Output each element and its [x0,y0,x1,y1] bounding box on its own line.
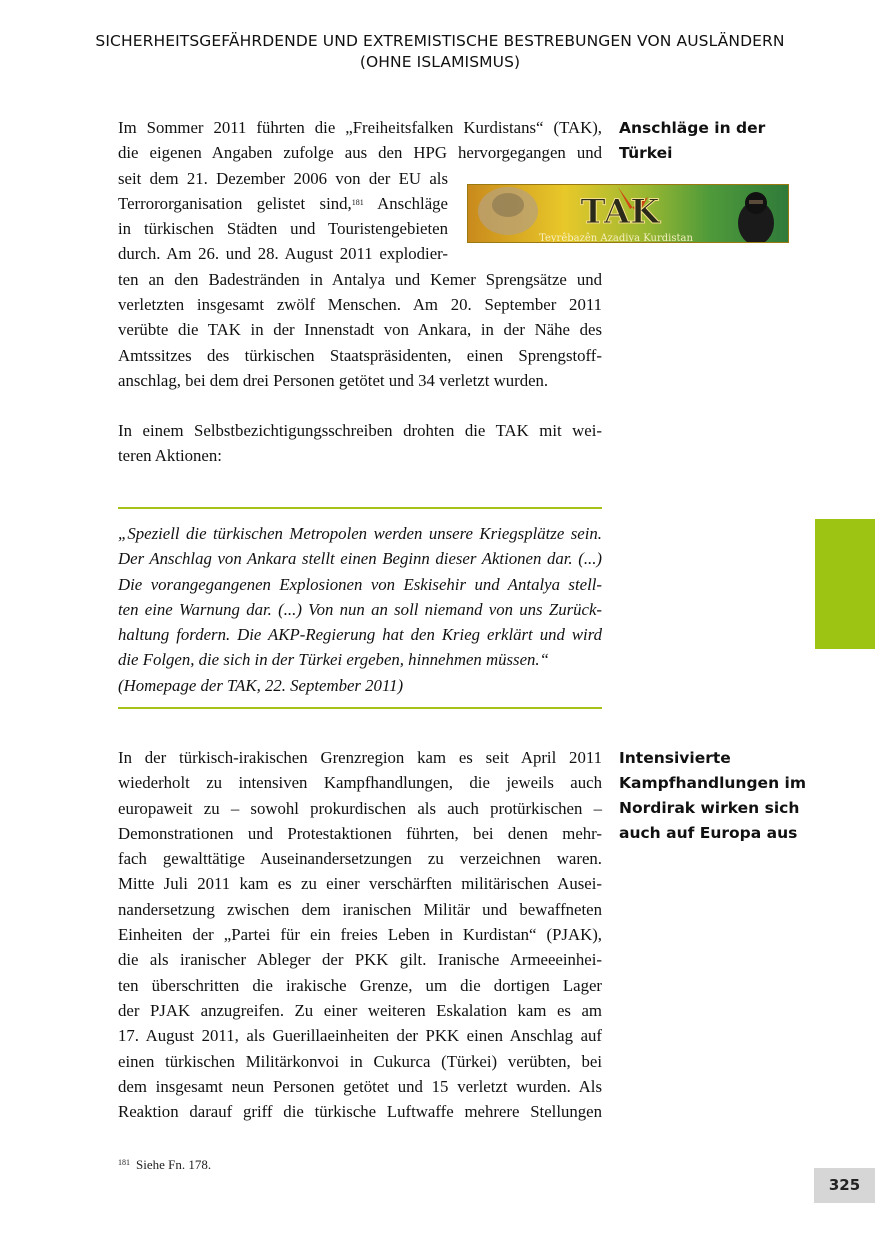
tak-banner-graphic [468,185,789,243]
paragraph-border-conflict: In der türkisch-irakischen Grenzregion kam es seit April 2011 wiederholt zu intensiven Kampfhandlungen, die jeweils auch europaweit zu – sowohl prokurdischen als auch protürkischen – Demonstrationen und Protestaktionen führten, bei denen mehr- fach gewalttätige Auseinandersetzungen zu verzeichnen waren. Mitte Juli 2011 kam es zu einer verschärften militärischen Ausei- nandersetzung zwischen dem iranischen Militär und bewaffneten Einheiten der „Partei für ein freies Leben in Kurdistan“ (PJAK), die als iranischer Ableger der PKK gilt. Iranische Armeeeinhei- ten überschritten die irakische Grenze, um die dortigen Lager der PJAK anzugreifen. Zu einer weiteren Eskalation kam es am 17. August 2011, als Guerillaeinheiten der PKK einen Anschlag auf einen türkischen Militärkonvoi in Cukurca (Türkei) verübten, bei dem insgesamt neun Personen getötet und 15 verletzt wurden. Als Reaktion darauf griff die türkische Luftwaffe mehrere Stellungen [118,748,602,1122]
tak-banner-image [467,184,789,243]
paragraph-tak-attacks: Im Sommer 2011 führten die „Freiheitsfalken Kurdistans“ (TAK), die eigenen Angaben zufolge aus den HPG hervorgegangen und seit dem 21. Dezember 2006 von der EU als Terrororganisation gelistet sind,$^{181}$ Anschläge in türkischen Städten und Touristengebieten durch. Am 26. und 28. August 2011 explodier- ten an den Badestränden in Antalya und Kemer Sprengsätze und verletzten insgesamt zwölf Menschen. Am 20. September 2011 verübte die TAK in der Innenstadt von Ankara, in der Nähe des Amtssitzes des türkischen Staatspräsidenten, einen Sprengstoff- anschlag, bei dem drei Personen getötet und 34 verletzt wurden. [118,118,602,390]
quote-box [118,507,602,709]
running-header-line-1: SICHERHEITSGEFÄHRDENDE UND EXTREMISTISCHE BESTREBUNGEN VON AUSLÄNDERN [95,32,785,50]
chapter-tab-marker [815,519,875,649]
sidehead-attacks-turkey: Anschläge in der Türkei [619,119,766,162]
tak-caption: Teyrêbazên Azadiya Kurdistan [539,233,693,243]
sidehead-northern-iraq: Intensivierte Kampfhandlungen im Nordirak wirken sich auch auf Europa aus [619,749,806,842]
page-number: 325 [814,1168,875,1203]
footnote-ref-181[interactable]: 181 [351,197,364,207]
running-header [60,31,820,73]
running-header-line-2: (OHNE ISLAMISMUS) [359,53,521,71]
footnote [118,1154,211,1174]
footnote-number: 181 [118,1158,130,1167]
paragraph-threat-intro: In einem Selbstbezichtigungsschreiben drohten die TAK mit wei- teren Aktionen: [118,421,602,466]
footnote-text: Siehe Fn. 178. [136,1157,212,1172]
quote-text: „Speziell die türkischen Metropolen werden unsere Kriegsplätze sein. Der Anschlag von Ankara stellt einen Beginn dieser Aktionen dar. (...) Die vorangegangenen Explosionen von Eskisehir und Antalya stell- ten eine Warnung dar. (...) Von nun an soll niemand von uns Zurück- haltung fordern. Die AKP-Regierung hat den Krieg erklärt und wird die Folgen, die sich in der Türkei ergeben, hinnehmen müssen.“ (Homepage der TAK, 22. September 2011) [118,524,602,695]
tak-logo-text: TAK [580,192,660,232]
